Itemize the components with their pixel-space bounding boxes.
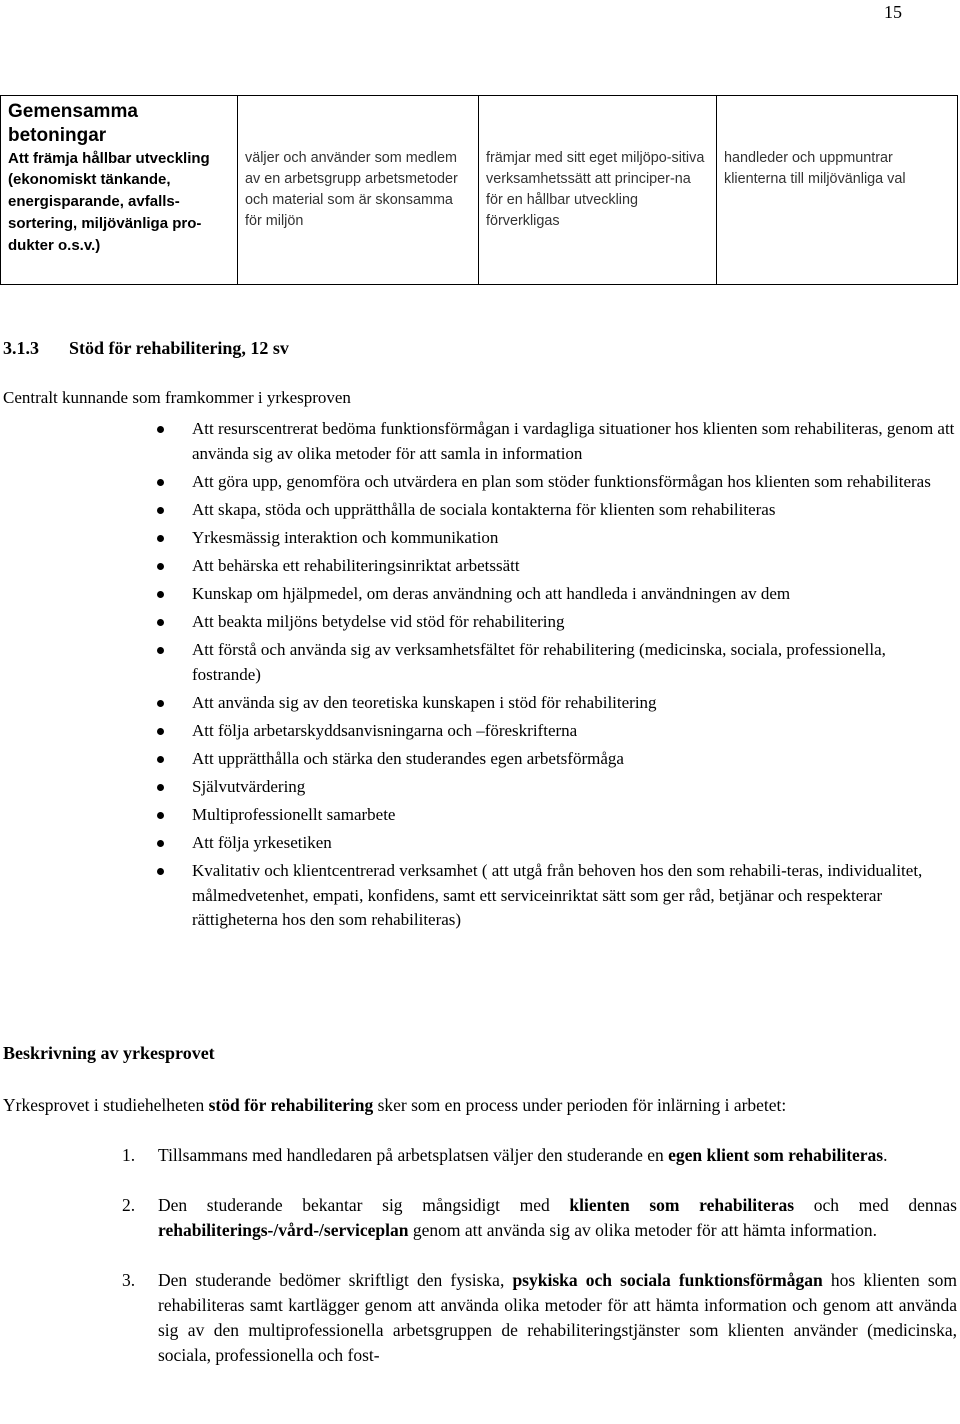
intro-text-end: sker som en process under perioden för inlärning i arbetet: bbox=[373, 1095, 787, 1115]
bullet-icon bbox=[157, 619, 164, 626]
list-item-text: Kvalitativ och klientcentrerad verksamhet ( att utgå från behoven hos den som rehabili-teras, individualitet, målmedvetenhet, empati, konfidens, samt ett serviceinriktat sätt som ger råd, betjänar och respekterar rättigheterna hos den som rehabiliteras) bbox=[192, 861, 923, 930]
step-bold-text: psykiska och sociala funktionsförmågan bbox=[512, 1270, 823, 1290]
list-item bbox=[192, 831, 957, 856]
table-row bbox=[1, 96, 958, 285]
criteria-cell-1: väljer och använder som medlem av en arbetsgrupp arbetsmetoder och material som är skonsamma för miljön bbox=[238, 96, 479, 285]
bullet-icon bbox=[157, 840, 164, 847]
bullet-icon bbox=[157, 812, 164, 819]
step-text: Den studerande bedömer skriftligt den fysiska, bbox=[158, 1270, 513, 1290]
description-heading: Beskrivning av yrkesprovet bbox=[3, 1043, 215, 1063]
step-text: hos klienten som rehabiliteras samt kartlägger genom att använda olika metoder för att hämta information och genom att använda sig av den multiprofessionella arbetsgruppen de rehabiliteringstjänster som klienten använder (medicinska, sociala, professionella och fost- bbox=[158, 1270, 957, 1365]
intro-bold: stöd för rehabilitering bbox=[208, 1095, 374, 1115]
bullet-icon bbox=[157, 647, 164, 654]
step-item bbox=[122, 1193, 957, 1243]
list-item bbox=[192, 803, 957, 828]
criteria-cell-3: handleder och uppmuntrar klienterna till miljövänliga val bbox=[717, 96, 958, 285]
intro-text: Yrkesprovet i studiehelheten bbox=[3, 1095, 209, 1115]
list-item bbox=[192, 638, 957, 687]
step-text: och med dennas bbox=[794, 1195, 957, 1215]
core-knowledge-list bbox=[192, 417, 957, 936]
competence-table bbox=[0, 95, 958, 285]
list-item-text: Att följa yrkesetiken bbox=[192, 833, 332, 853]
section-heading bbox=[3, 338, 289, 359]
list-item-text: Att behärska ett rehabiliteringsinriktat arbetssätt bbox=[192, 555, 520, 575]
list-item bbox=[192, 417, 957, 466]
list-item-text: Att resurscentrerat bedöma funktionsförmågan i vardagliga situationer hos klienten som rehabiliteras, genom att använda sig av olika metoder för att samla in information bbox=[192, 419, 955, 463]
list-item-text: Att följa arbetarskyddsanvisningarna och –föreskrifterna bbox=[192, 720, 578, 740]
step-text: . bbox=[883, 1145, 888, 1165]
step-bold-text: rehabiliterings-/vård-/serviceplan bbox=[158, 1220, 409, 1240]
list-item-text: Att förstå och använda sig av verksamhetsfältet för rehabilitering (medicinska, sociala, professionella, fostrande) bbox=[192, 640, 886, 684]
bullet-icon bbox=[157, 756, 164, 763]
cell-body: (ekonomiskt tänkande, energisparande, avfalls-sortering, miljövänliga pro-dukter o.s.v.) bbox=[8, 171, 202, 254]
list-item-text: Att göra upp, genomföra och utvärdera en plan som stöder funktionsförmågan hos klienten som rehabiliteras bbox=[192, 471, 931, 491]
step-text: Den studerande bekantar sig mångsidigt med bbox=[158, 1195, 570, 1215]
step-item bbox=[122, 1268, 957, 1368]
list-item bbox=[192, 526, 957, 551]
description-intro bbox=[3, 1093, 953, 1118]
bullet-icon bbox=[157, 784, 164, 791]
step-item bbox=[122, 1143, 957, 1168]
list-item-text: Multiprofessionellt samarbete bbox=[192, 805, 396, 825]
list-item bbox=[192, 582, 957, 607]
list-item-text: Självutvärdering bbox=[192, 777, 306, 797]
bullet-icon bbox=[157, 535, 164, 542]
bullet-icon bbox=[157, 563, 164, 570]
list-item bbox=[192, 719, 957, 744]
list-item-text: Att beakta miljöns betydelse vid stöd för rehabilitering bbox=[192, 612, 565, 632]
cell-title: Gemensamma betoningar bbox=[8, 101, 138, 146]
page-number: 15 bbox=[884, 2, 902, 22]
bullet-icon bbox=[157, 591, 164, 598]
list-item bbox=[192, 859, 957, 933]
list-item-text: Att upprätthålla och stärka den studerandes egen arbetsförmåga bbox=[192, 748, 624, 768]
bullet-icon bbox=[157, 479, 164, 486]
bullet-icon bbox=[157, 507, 164, 514]
list-item-text: Yrkesmässig interaktion och kommunikation bbox=[192, 527, 499, 547]
list-item-text: Att skapa, stöda och upprätthålla de sociala kontakterna för klienten som rehabiliteras bbox=[192, 499, 776, 519]
list-item bbox=[192, 747, 957, 772]
bullet-icon bbox=[157, 868, 164, 875]
process-steps bbox=[122, 1143, 957, 1393]
section-title: Stöd för rehabilitering, 12 sv bbox=[69, 338, 289, 358]
cell-subtitle: Att främja hållbar utveckling bbox=[8, 150, 210, 167]
step-number: 1. bbox=[122, 1145, 136, 1165]
bullet-icon bbox=[157, 700, 164, 707]
section-number: 3.1.3 bbox=[3, 338, 39, 358]
list-item bbox=[192, 554, 957, 579]
step-text: Tillsammans med handledaren på arbetsplatsen väljer den studerande en bbox=[158, 1145, 669, 1165]
bullet-icon bbox=[157, 426, 164, 433]
bullet-icon bbox=[157, 728, 164, 735]
step-number: 3. bbox=[122, 1270, 136, 1290]
step-text: genom att använda sig av olika metoder för att hämta information. bbox=[408, 1220, 877, 1240]
core-knowledge-lead: Centralt kunnande som framkommer i yrkesproven bbox=[3, 388, 351, 407]
list-item bbox=[192, 498, 957, 523]
list-item-text: Att använda sig av den teoretiska kunskapen i stöd för rehabilitering bbox=[192, 692, 657, 712]
list-item-text: Kunskap om hjälpmedel, om deras användning och att handleda i användningen av dem bbox=[192, 583, 791, 603]
list-item bbox=[192, 691, 957, 716]
list-item bbox=[192, 470, 957, 495]
criteria-cell-2: främjar med sitt eget miljöpo-sitiva verksamhetssätt att principer-na för en hållbar utveckling förverkligas bbox=[479, 96, 717, 285]
step-bold-text: egen klient som rehabiliteras bbox=[668, 1145, 884, 1165]
step-bold-text: klienten som rehabiliteras bbox=[569, 1195, 795, 1215]
list-item bbox=[192, 610, 957, 635]
list-item bbox=[192, 775, 957, 800]
common-emphasis-cell bbox=[1, 96, 238, 285]
step-number: 2. bbox=[122, 1195, 136, 1215]
